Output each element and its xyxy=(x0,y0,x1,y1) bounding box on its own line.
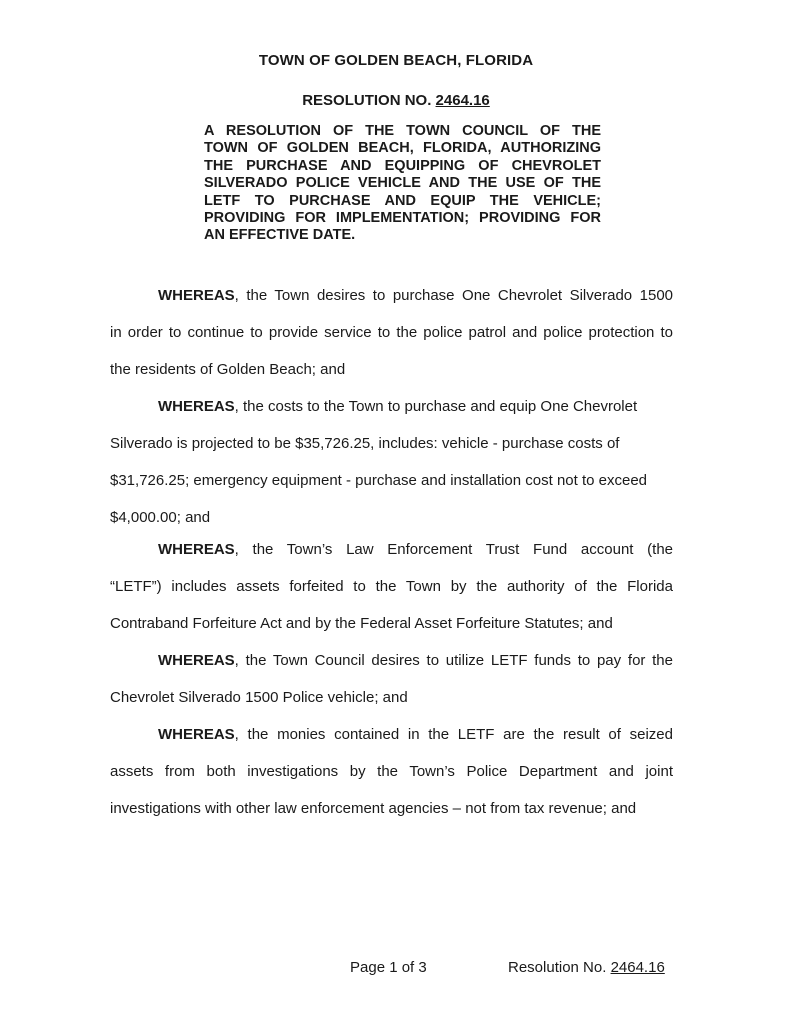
footer-resolution xyxy=(508,959,665,976)
whereas-clause-4-line-2: Chevrolet Silverado 1500 Police vehicle; and xyxy=(110,689,408,706)
whereas-clause-2-line-1 xyxy=(158,397,673,417)
footer-resolution-number: 2464.16 xyxy=(610,959,665,976)
resolution-number: 2464.16 xyxy=(435,92,490,109)
whereas-clause-1-line-2: in order to continue to provide service to the police patrol and police protection to xyxy=(110,324,673,341)
page-number: Page 1 of 3 xyxy=(350,959,427,976)
whereas-keyword: WHEREAS xyxy=(158,726,235,743)
resolution-heading xyxy=(0,92,792,109)
whereas-clause-2-line-4: $4,000.00; and xyxy=(110,509,211,526)
whereas-clause-5-line-3: investigations with other law enforcement agencies – not from tax revenue; and xyxy=(110,800,637,817)
town-title: TOWN OF GOLDEN BEACH, FLORIDA xyxy=(258,52,534,69)
caption-line: AN EFFECTIVE DATE. xyxy=(204,227,356,244)
whereas-clause-1-line-3: the residents of Golden Beach; and xyxy=(110,361,346,378)
caption-line: SILVERADO POLICE VEHICLE AND THE USE OF THE xyxy=(204,175,601,192)
caption-line: PROVIDING FOR IMPLEMENTATION; PROVIDING FOR xyxy=(204,209,601,226)
whereas-keyword: WHEREAS xyxy=(158,541,235,558)
whereas-clause-2-line-3: $31,726.25; emergency equipment - purchase and installation cost not to exceed xyxy=(110,472,648,489)
whereas-keyword: WHEREAS xyxy=(158,398,235,415)
clause-text: , the monies contained in the LETF are the result of seized xyxy=(234,726,673,743)
whereas-keyword: WHEREAS xyxy=(158,287,235,304)
whereas-clause-3-line-2: “LETF”) includes assets forfeited to the Town by the authority of the Florida xyxy=(110,578,673,595)
whereas-keyword: WHEREAS xyxy=(158,652,235,669)
clause-text: , the costs to the Town to purchase and equip One Chevrolet xyxy=(234,398,638,415)
whereas-clause-1-line-1 xyxy=(158,286,673,306)
footer-resolution-label: Resolution No. xyxy=(508,959,611,976)
whereas-clause-4-line-1 xyxy=(158,651,673,671)
clause-text: , the Town Council desires to utilize LETF funds to pay for the xyxy=(234,652,673,669)
resolution-label: RESOLUTION NO. xyxy=(302,92,436,109)
whereas-clause-3-line-1 xyxy=(158,540,673,560)
whereas-clause-5-line-1 xyxy=(158,725,673,745)
resolution-caption xyxy=(204,123,601,245)
caption-line: THE PURCHASE AND EQUIPPING OF CHEVROLET xyxy=(204,157,601,174)
caption-line: LETF TO PURCHASE AND EQUIP THE VEHICLE; xyxy=(204,192,601,209)
clause-text: , the Town desires to purchase One Chevrolet Silverado 1500 xyxy=(234,287,673,304)
clause-text: , the Town’s Law Enforcement Trust Fund account (the xyxy=(234,541,673,558)
whereas-clause-5-line-2: assets from both investigations by the Town’s Police Department and joint xyxy=(110,763,673,780)
whereas-clause-2-line-2: Silverado is projected to be $35,726.25, includes: vehicle - purchase costs of xyxy=(110,435,620,452)
whereas-clause-3-line-3: Contraband Forfeiture Act and by the Federal Asset Forfeiture Statutes; and xyxy=(110,615,613,632)
caption-line: TOWN OF GOLDEN BEACH, FLORIDA, AUTHORIZING xyxy=(204,140,601,157)
caption-line: A RESOLUTION OF THE TOWN COUNCIL OF THE xyxy=(204,123,601,139)
